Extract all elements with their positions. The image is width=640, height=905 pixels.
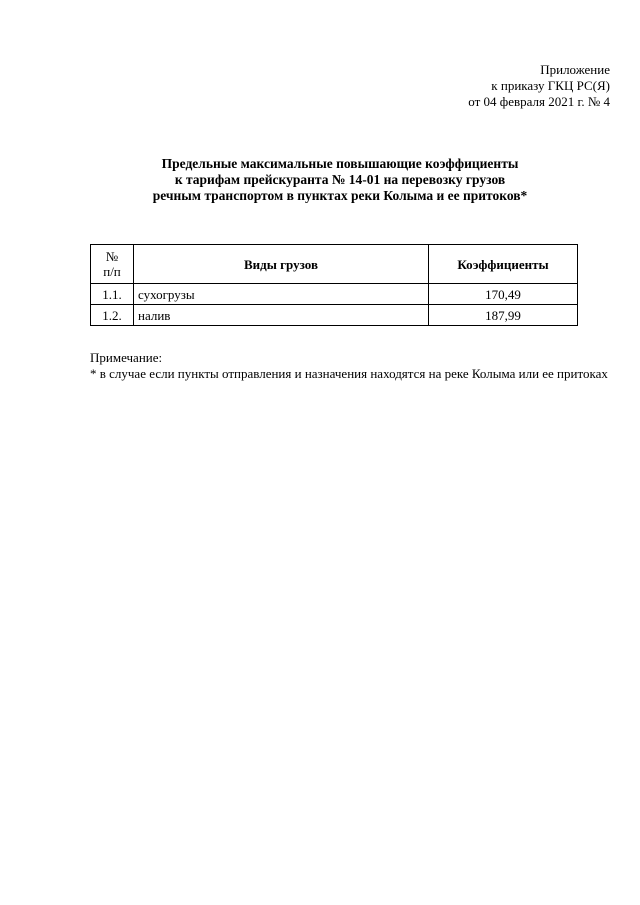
table-row (91, 284, 578, 305)
header-coefficient: Коэффициенты (429, 245, 578, 284)
header-cargo-type: Виды грузов (134, 245, 429, 284)
title-line-2: к тарифам прейскуранта № 14-01 на перевозку грузов (174, 172, 506, 187)
row-number: 1.1. (91, 284, 134, 305)
row-coefficient: 170,49 (429, 284, 578, 305)
note-label: Примечание: (90, 350, 163, 365)
appendix-line-2: к приказу ГКЦ РС(Я) (491, 78, 610, 93)
row-number: 1.2. (91, 305, 134, 326)
coefficients-table (90, 244, 578, 326)
table-row (91, 305, 578, 326)
appendix-line-3: от 04 февраля 2021 г. № 4 (468, 94, 610, 109)
row-coefficient: 187,99 (429, 305, 578, 326)
note-block (90, 350, 610, 382)
appendix-block (468, 62, 610, 110)
title-line-3: речным транспортом в пунктах реки Колыма и ее притоков* (152, 188, 528, 203)
table-header-row (91, 245, 578, 284)
title-line-1: Предельные максимальные повышающие коэффициенты (161, 156, 519, 171)
appendix-line-1: Приложение (540, 62, 610, 77)
row-cargo: сухогрузы (134, 284, 429, 305)
header-number: № п/п (91, 245, 134, 284)
document-title (90, 156, 590, 204)
note-text: * в случае если пункты отправления и назначения находятся на реке Колыма или ее притоках (90, 366, 608, 381)
row-cargo: налив (134, 305, 429, 326)
